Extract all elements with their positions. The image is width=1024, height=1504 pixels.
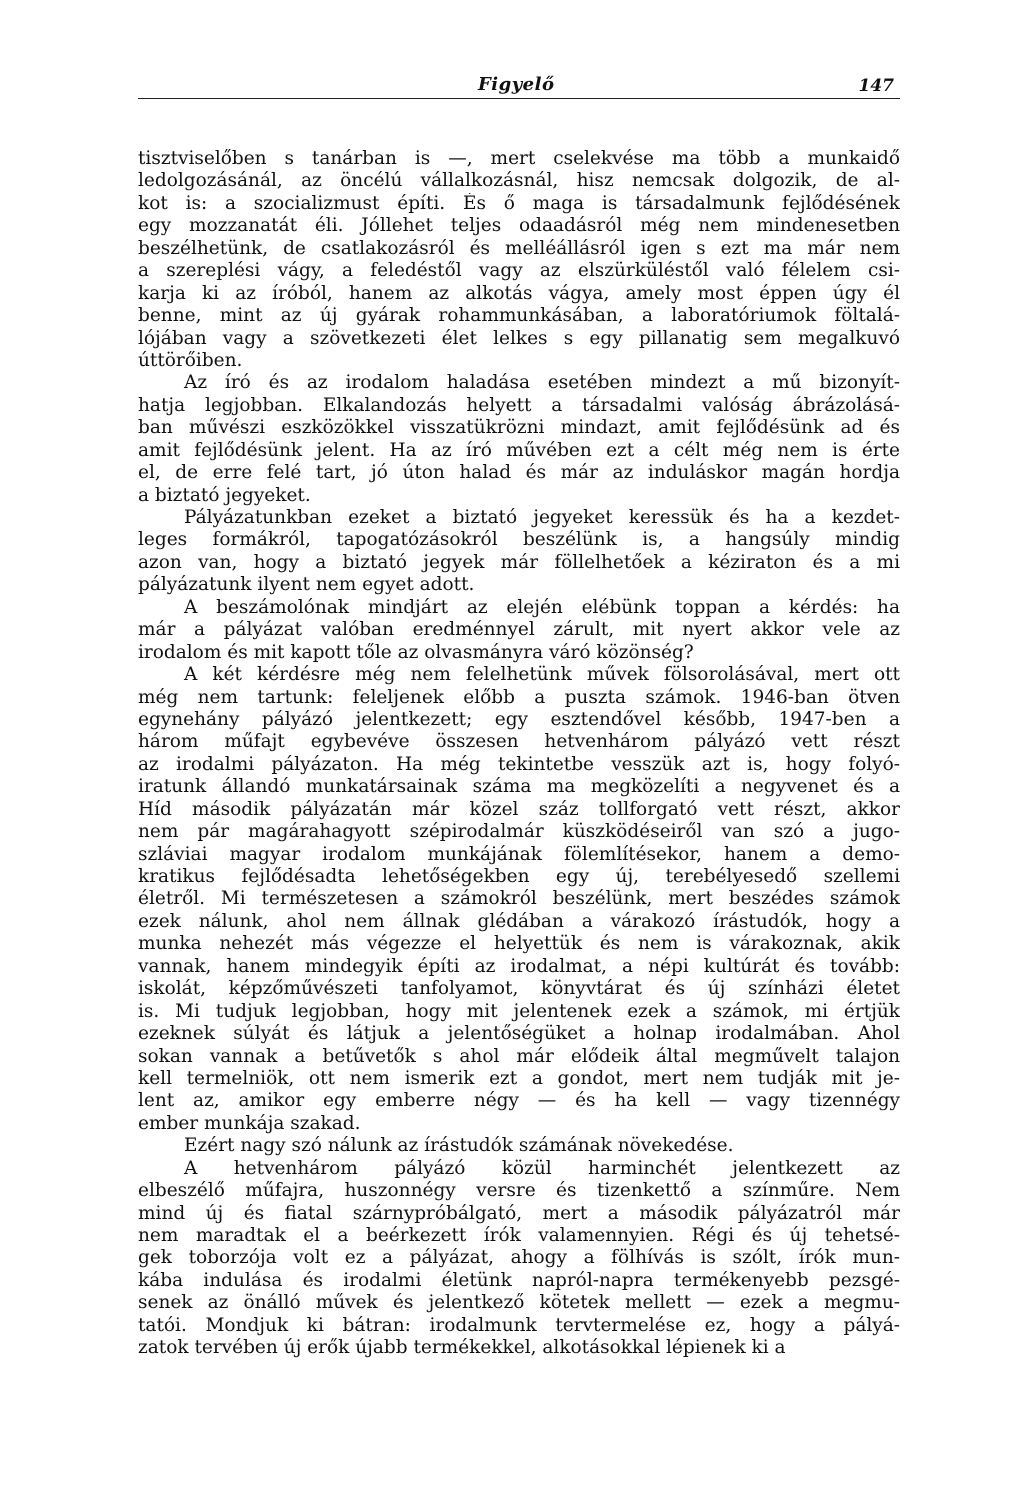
text-line: úttörőiben. <box>138 349 243 371</box>
text-line: elbeszélő műfajra, huszonnégy versre és tizenkettő a színműre. Nem <box>138 1180 900 1202</box>
text-line: amit fejlődésünk jelent. Ha az író művében ezt a célt még nem is érte <box>138 439 900 461</box>
text-line: ledolgozásánál, az öncélú vállalkozásnál, hisz nemcsak dolgozik, de al- <box>138 170 900 192</box>
text-line: Pályázatunkban ezeket a biztató jegyeket keressük és ha a kezdet- <box>184 507 900 528</box>
text-line: hatja legjobban. Elkalandozás helyett a társadalmi valóság ábrázolásá- <box>138 394 900 416</box>
text-line: kába indulása és irodalmi életünk napról-napra termékenyebb pezsgé- <box>138 1269 900 1291</box>
text-line: három műfajt egybevéve összesen hetvenhárom pályázó vett részt <box>138 731 900 753</box>
text-line: egynehány pályázó jelentkezett; egy esztendővel később, 1947-ben a <box>138 708 900 730</box>
text-line: ban művészi eszközökkel visszatükrözni mindazt, amit fejlődésünk ad és <box>138 417 900 439</box>
text-line: ember munkája szakad. <box>138 1112 361 1134</box>
paragraph <box>138 507 900 597</box>
text-line: gek toborzója volt ez a pályázat, ahogy a fölhívás is szólt, írók mun- <box>138 1247 900 1269</box>
text-line: ezeknek súlyát és látjuk a jelentőségüket a holnap irodalmában. Ahol <box>138 1023 900 1045</box>
text-line: karja ki az íróból, hanem az alkotás vágya, amely most éppen úgy él <box>138 282 900 304</box>
text-line: nem pár magárahagyott szépirodalmár küszködéseiről van szó a jugo- <box>138 821 900 843</box>
page-number: 147 <box>858 76 894 96</box>
text-line: leges formákról, tapogatózásokról beszélünk is, a hangsúly mindig <box>138 529 900 551</box>
text-line: senek az önálló művek és jelentkező kötetek mellett — ezek a megmu- <box>138 1292 900 1314</box>
text-line: a szereplési vágy, a feledéstől vagy az elszürküléstől való félelem csi- <box>138 260 900 282</box>
text-line: A beszámolónak mindjárt az elején elébünk toppan a kérdés: ha <box>184 596 900 618</box>
text-line: zatok tervében új erők újabb termékekkel, alkotásokkal lépienek ki a <box>138 1337 786 1359</box>
text-line: Az író és az irodalom haladása esetében mindezt a mű bizonyít- <box>184 372 900 394</box>
text-line: egy mozzanatát éli. Jóllehet teljes odaadásról még nem mindenesetben <box>138 215 900 237</box>
paragraph <box>138 597 900 664</box>
text-line: Híd második pályázatán már közel száz tollforgató vett részt, akkor <box>138 798 900 820</box>
text-line: kratikus fejlődésadta lehetőségekben egy új, terebélyesedő szellemi <box>138 866 900 887</box>
journal-title: Figyelő <box>478 74 555 95</box>
text-line: benne, mint az új gyárak rohammunkásában, a laboratóriumok föltalá- <box>138 305 900 327</box>
text-line: még nem tartunk: feleljenek előbb a puszta számok. 1946-ban ötven <box>138 686 900 708</box>
text-line: ezek nálunk, ahol nem állnak glédában a várakozó írástudók, hogy a <box>138 910 900 932</box>
text-line: mind új és fiatal szárnypróbálgató, mert a második pályázatról már <box>138 1202 900 1224</box>
paragraph <box>138 372 900 507</box>
text-line: tatói. Mondjuk ki bátran: irodalmunk tervtermelése ez, hogy a pályá- <box>138 1314 900 1336</box>
text-line: sokan vannak a betűvetők s ahol már elődeik által megművelt talajon <box>138 1045 900 1067</box>
paragraph <box>138 1158 900 1360</box>
text-line: irodalom és mit kapott tőle az olvasmányra váró közönség? <box>138 641 694 663</box>
text-line: Ezért nagy szó nálunk az írástudók számának növekedése. <box>184 1135 734 1157</box>
text-line: nem maradtak el a beérkezett írók valamennyien. Régi és új tehetsé- <box>138 1225 900 1246</box>
text-line: kot is: a szocializmust építi. És ő maga is társadalmunk fejlődésének <box>138 192 900 214</box>
text-line: A hetvenhárom pályázó közül harminchét jelentkezett az <box>184 1157 900 1179</box>
text-line: lent az, amikor egy emberre négy — és ha kell — vagy tizennégy <box>138 1090 900 1112</box>
text-line: már a pályázat valóban eredménnyel zárult, mit nyert akkor vele az <box>138 619 900 641</box>
paragraph <box>138 1135 900 1157</box>
text-line: beszélhetünk, de csatlakozásról és melléállásról igen s ezt ma már nem <box>138 237 900 259</box>
text-line: azon van, hogy a biztató jegyek már föllelhetőek a kéziraton és a mi <box>138 551 900 573</box>
text-line: tisztviselőben s tanárban is —, mert cselekvése ma több a munkaidő <box>138 148 900 169</box>
text-line: A két kérdésre még nem felelhetünk művek fölsorolásával, mert ott <box>184 664 900 686</box>
running-header <box>138 74 900 99</box>
paragraph <box>138 664 900 1135</box>
text-line: iskolát, képzőművészeti tanfolyamot, könyvtárat és új színházi életet <box>138 978 900 1000</box>
text-line: lójában vagy a szövetkezeti élet lelkes s egy pillanatig sem megalkuvó <box>138 327 900 349</box>
text-line: is. Mi tudjuk legjobban, hogy mit jelentenek ezek a számok, mi értjük <box>138 1000 900 1022</box>
text-line: kell termelniök, ott nem ismerik ezt a gondot, mert nem tudják mit je- <box>138 1067 900 1089</box>
text-line: pályázatunk ilyent nem egyet adott. <box>138 574 475 596</box>
text-line: a biztató jegyeket. <box>138 484 311 506</box>
text-line: szláviai magyar irodalom munkájának fölemlítésekor, hanem a demo- <box>138 843 900 865</box>
text-line: vannak, hanem mindegyik építi az irodalmat, a népi kultúrát és tovább: <box>138 955 900 977</box>
article-body <box>138 148 900 1360</box>
text-line: el, de erre felé tart, jó úton halad és már az induláskor magán hordja <box>138 462 900 484</box>
paragraph <box>138 148 900 372</box>
text-line: életről. Mi természetesen a számokról beszélünk, mert beszédes számok <box>138 888 900 910</box>
text-line: munka nehezét más végezze el helyettük és nem is várakoznak, akik <box>138 933 900 955</box>
text-line: iratunk állandó munkatársainak száma ma megközelíti a negyvenet és a <box>138 776 900 798</box>
text-line: az irodalmi pályázaton. Ha még tekintetbe vesszük azt is, hogy folyó- <box>138 753 900 775</box>
